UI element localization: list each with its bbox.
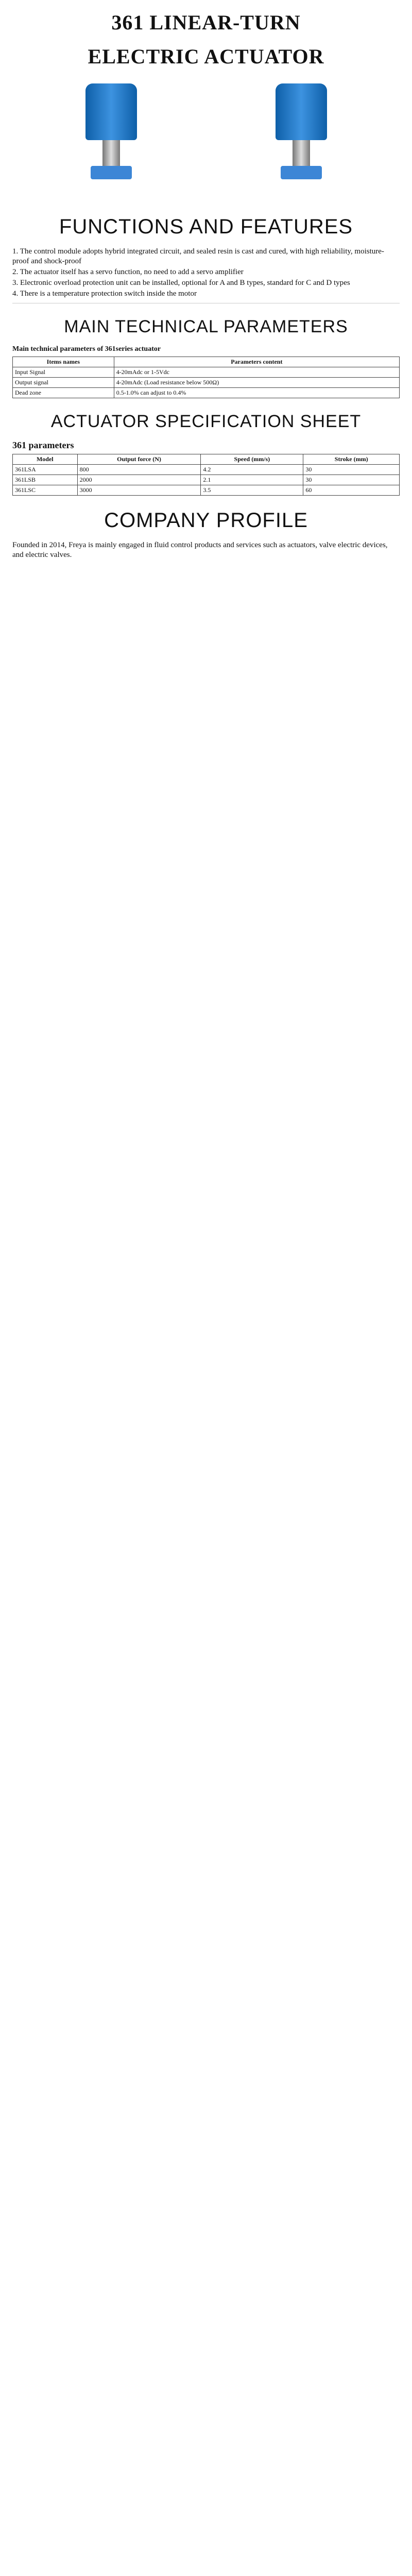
specification-section: [0, 412, 412, 496]
product-photo: [21, 78, 201, 192]
feature-item: 4. There is a temperature protection switch inside the motor: [12, 290, 197, 298]
table-row: 361LSB 2000 2.1 30: [13, 475, 400, 485]
table-row: Output signal 4-20mAdc (Load resistance below 500Ω): [13, 378, 400, 388]
features-heading: FUNCTIONS AND FEATURES: [59, 215, 353, 238]
company-profile-text: Founded in 2014, Freya is mainly engaged in fluid control products and services such as actuators, valve electric devices, and electric valves.: [12, 541, 388, 559]
table-header: Parameters content: [114, 357, 399, 367]
product-photo: [211, 78, 391, 192]
features-section: [0, 215, 412, 299]
table-row: 361LSC 3000 3.5 60: [13, 485, 400, 496]
spec-table: [12, 454, 400, 496]
technical-parameters-table: [12, 357, 400, 398]
technical-parameters-subheading: Main technical parameters of 361series actuator: [12, 345, 161, 353]
company-profile-heading: COMPANY PROFILE: [104, 509, 308, 532]
feature-item: 1. The control module adopts hybrid integrated circuit, and sealed resin is cast and cured, with high reliability, moisture-proof and shock-proof: [12, 247, 384, 265]
feature-item: 3. Electronic overload protection unit can be installed, optional for A and B types, standard for C and D types: [12, 279, 350, 287]
table-header: Speed (mm/s): [201, 454, 303, 465]
table-row: Dead zone 0.5-1.0% can adjust to 0.4%: [13, 388, 400, 398]
table-header: Model: [13, 454, 78, 465]
technical-parameters-heading: MAIN TECHNICAL PARAMETERS: [64, 317, 348, 336]
table-row: Input Signal 4-20mAdc or 1-5Vdc: [13, 367, 400, 378]
page-title-line1: 361 LINEAR-TURN: [111, 11, 301, 34]
spec-title: 361 parameters: [12, 440, 74, 450]
table-header: Output force (N): [77, 454, 201, 465]
table-header: Items names: [13, 357, 114, 367]
feature-item: 2. The actuator itself has a servo function, no need to add a servo amplifier: [12, 268, 244, 276]
product-photo-grid: [0, 68, 412, 202]
technical-parameters-section: [0, 317, 412, 398]
specification-heading: ACTUATOR SPECIFICATION SHEET: [50, 412, 362, 431]
table-header: Stroke (mm): [303, 454, 400, 465]
table-row: 361LSA 800 4.2 30: [13, 465, 400, 475]
company-profile-section: [0, 509, 412, 560]
page-title-line2: ELECTRIC ACTUATOR: [88, 45, 324, 68]
